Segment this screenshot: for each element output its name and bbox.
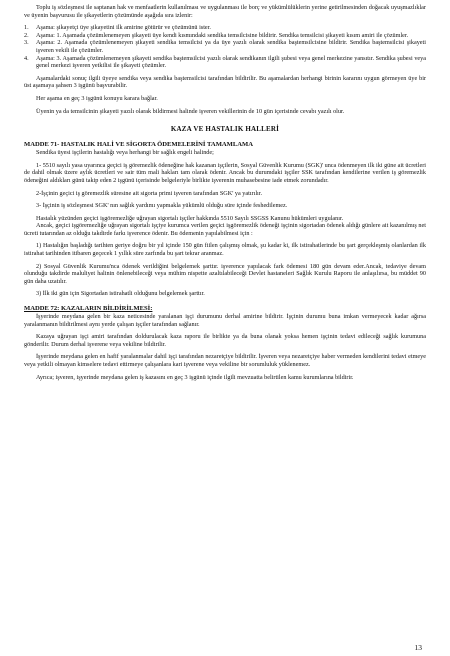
article-71-paragraph-8: 3) İlk iki gün için Sigortadan istirahatli olduğunu belgelemek şarttır.	[36, 290, 205, 298]
article-71-paragraph-7: 2) Sosyal Güvenlik Kurumu'nca ödenek verildiğini belgelemek şarttır. işverence yapılacak fark ödemesi 180 gün devam eder.Ancak, tedaviye devam olunduğu takdirde maluliyet halinin önlenebileceği veya mühim nispette azaltılabileceği Devlet hastaneleri Sağlık Kurulu Raporu ile anlaşılırsa, bu müddet 90 gün daha uzatılır.	[24, 262, 426, 285]
step-text: Aşama: 1. Aşamada çözümlenemeyen şikayeti üye kendi kısmındaki sendika temsilcisine bildirir. Sendika temsilcisi şikayeti kısım amiri ile çözümler.	[36, 31, 409, 39]
step-number: 1.	[24, 24, 29, 32]
article-71-lead: Sendika üyesi işçilerin hastalığı veya herhangi bir sağlık engeli halinde;	[36, 149, 214, 157]
page-number: 13	[414, 643, 422, 652]
article-71-paragraph-1: 1- 5510 sayılı yasa uyarınca geçici iş göremezlik ödeneğine hak kazanan işçilerin, Sosyal Güvenlik Kurumu (SGK)' unca ödenmeyen ilk iki güne ait ücretleri de dahil olmak üzere aylık ücretleri ve sair tüm mali hakları tam olarak ödenir. Ancak bu durumdaki işçiler SSK tarafından kendilerine verilen iş göremezlik ödeneğini aldıkları günü takip eden 2 işgünü içerisinde belgeleriyle birlikte işverenin muhasebesine iade etmek zorundadır.	[24, 161, 426, 184]
list-item	[24, 24, 426, 32]
list-item	[24, 39, 426, 54]
article-71-paragraph-5: Ancak, geçici işgöremezliğe uğrayan sigortalı işçiye kurumca verilen geçici işgöremezlik ödeneği işçinin sigortadan ödenek aldığı günlere ait kazanılmış net ücreti tutarından az olduğu takdirde farkı işverence ödenir. Bu ödemenin yapılabilmesi için :	[24, 222, 426, 237]
step-number: 4.	[24, 54, 29, 62]
article-72-paragraph-1: İşyerinde meydana gelen bir kaza neticesinde yaralanan işçi durumunu derhal amirine bildirir. İşçinin durumu buna imkan vermeyecek kadar ağırsa yaralanmanın bildirilmesi aynı yerde çalışan işçiler tarafından sağlanır.	[24, 313, 426, 328]
article-71-paragraph-6: 1) Hastalığın başladığı tarihten geriye doğru bir yıl içinde 150 gün fiilen çalışmış olmak, şu kadar ki, ilk istirahatlerinde bu şart gerçekleşmiş olanlardan ilk istirahat tarihinden itibaren geçecek 1 yıllık süre zarfında bu şart tekrar aranmaz.	[24, 242, 426, 258]
article-71-paragraph-4: Hastalık yüzünden geçici işgöremezliğe uğrayan sigortalı işçiler hakkında 5510 Sayılı SSGSS Kanunu hükümleri uygulanır.	[36, 214, 344, 222]
article-71-paragraph-3: 3- İşçinin iş sözleşmesi SGK' nın sağlık yardımı yapmakla yükümlü olduğu süre içinde feshedilemez.	[36, 202, 288, 210]
article-72-paragraph-4: Ayrıca; işveren, işyerinde meydana gelen iş kazasını en geç 3 işgünü içinde ilgili mevzuatta belirtilen kamu kurumlarına bildirir.	[36, 373, 354, 381]
list-item	[24, 55, 426, 70]
step-text: Aşama: 3. Aşamada çözümlenemeyen şikayeti sendika baştemsilcisi yazılı olarak sendikanın ilgili şubesi veya genel merkezine yansıtır. Sendika şubesi veya genel merkezi işveren yetkilisi ile şikayeti çözümler.	[36, 54, 426, 70]
article-72-heading: MADDE 72: KAZALARIN BİLDİRİLMESİ:	[24, 305, 153, 313]
intro-paragraph: Toplu iş sözleşmesi ile saptanan hak ve menfaatlerin kullanılması ve uygulanması ile borç ve yükümlülüklerin yerine getirilmesinden doğacak uyuşmazlıklar ve üyenin başvurusu ile şikayetlerin çözümünde aşağıda sıra izlenir:	[24, 4, 426, 19]
step-number: 3.	[24, 39, 29, 47]
section-title: KAZA VE HASTALIK HALLERİ	[170, 125, 280, 134]
step-text: Aşama: şikayetçi üye şikayetini ilk amirine götürür ve çözümünü ister.	[36, 24, 211, 32]
article-72-paragraph-3: İşyerinde meydana gelen en hafif yaralanmalar dahil işçi tarafından nezaretçiye bildirilir. İşveren veya nezaretçiye haber vermeden kendilerini tedavi etmeye veya yetkili olmayan kimselere tedavi ettirmeye çalışanlara kari işverene veya vekiline bir sorumluluk yüklenemez.	[24, 353, 426, 368]
stages-result-paragraph: Aşamalardaki sonuç ilgili üyeye sendika veya sendika baştemsilcisi tarafından bildirilir. Bu aşamalardan herhangi birinin kararını uygun görmeyen üye bir üst aşamaya şahsen 3 işgünü başvurabilir.	[24, 74, 426, 90]
list-item	[24, 32, 426, 40]
step-number: 2.	[24, 31, 29, 39]
article-71-heading: MADDE 71- HASTALIK HALİ VE SİGORTA ÖDEMELERİNİ TAMAMLAMA	[24, 141, 254, 149]
step-text: Aşama: 2. Aşamada çözümlenemeyen şikayeti sendika temsilcisi ya da üye yazılı olarak sendika baştemsilcisine bildirir. Sendika baştemsilcisi şikayeti işveren vekili ile çözümler.	[36, 39, 426, 54]
complaint-steps-list	[24, 24, 426, 70]
stage-deadline-paragraph: Her aşama en geç 3 işgünü konuyu karara bağlar.	[36, 94, 158, 102]
article-71-paragraph-2: 2-İşçinin geçici iş göremezlik süresine ait sigorta primi işveren tarafından SGK' ya yatırılır.	[36, 189, 263, 197]
article-72-paragraph-2: Kazaya uğrayan işçi amiri tarafından doldurulacak kaza raporu ile birlikte ya da buna olanak yoksa hemen işçinin tedavi edileceği sağlık kurumuna gönderilir. Durum derhal işverene veya vekiline bildirilir.	[24, 333, 426, 348]
written-reply-paragraph: Üyenin ya da temsilcinin şikayeti yazılı olarak bildirmesi halinde işveren vekillerinin de 10 gün içerisinde cevabı yazılı olur.	[36, 107, 345, 115]
